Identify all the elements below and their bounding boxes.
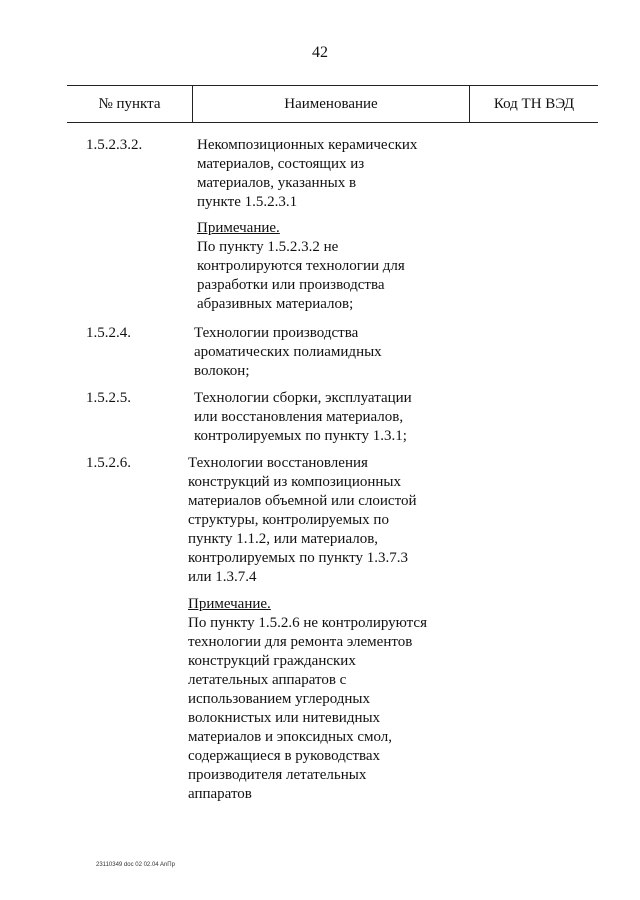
item-text-line: Технологии восстановления	[188, 455, 368, 471]
header-name: Наименование	[192, 86, 470, 122]
item-description	[194, 324, 494, 381]
note-text-line: разработки или производства	[197, 277, 385, 293]
item-text-line: Некомпозиционных керамических	[197, 137, 418, 153]
item-text-line: структуры, контролируемых по	[188, 512, 389, 528]
note-text-line: По пункту 1.5.2.6 не контролируются	[188, 615, 427, 631]
table-header	[67, 85, 598, 123]
item-text-line: Технологии сборки, эксплуатации	[194, 390, 412, 406]
document-footer-code: 23110349 doc 02 02.04 AnПр	[96, 862, 175, 868]
item-text-line: или 1.3.7.4	[188, 569, 257, 585]
note-text-line: абразивных материалов;	[197, 296, 354, 312]
item-number: 1.5.2.4.	[86, 325, 131, 341]
item-text-line: волокон;	[194, 363, 250, 379]
note-label: Примечание.	[197, 220, 280, 236]
item-text-line: контролируемых по пункту 1.3.7.3	[188, 550, 408, 566]
header-tn-ved-code: Код ТН ВЭД	[493, 95, 575, 112]
item-description	[197, 136, 497, 314]
note-text-line: технологии для ремонта элементов	[188, 634, 413, 650]
item-text-line: материалов, состоящих из	[197, 156, 365, 172]
note-block	[188, 595, 488, 804]
item-text-line: или восстановления материалов,	[194, 409, 404, 425]
note-label: Примечание.	[188, 596, 271, 612]
note-text-line: аппаратов	[188, 786, 252, 802]
item-text-line: контролируемых по пункту 1.3.1;	[194, 428, 407, 444]
header-item-number: № пункта	[98, 95, 161, 112]
item-text-line: пункте 1.5.2.3.1	[197, 194, 298, 210]
item-number: 1.5.2.6.	[86, 455, 131, 471]
item-description	[194, 389, 494, 446]
note-block	[197, 219, 497, 314]
item-number: 1.5.2.5.	[86, 390, 131, 406]
item-text-line: пункту 1.1.2, или материалов,	[188, 531, 379, 547]
note-text-line: По пункту 1.5.2.3.2 не	[197, 239, 339, 255]
item-text-line: материалов объемной или слоистой	[188, 493, 417, 509]
item-text-line: материалов, указанных в	[197, 175, 357, 191]
note-text-line: летательных аппаратов с	[188, 672, 347, 688]
note-text-line: использованием углеродных	[188, 691, 371, 707]
note-text-line: контролируются технологии для	[197, 258, 405, 274]
note-text-line: содержащиеся в руководствах	[188, 748, 381, 764]
note-text-line: конструкций гражданских	[188, 653, 356, 669]
note-text-line: материалов и эпоксидных смол,	[188, 729, 393, 745]
item-text-line: Технологии производства	[194, 325, 359, 341]
item-text-line: ароматических полиамидных	[194, 344, 382, 360]
item-description	[188, 454, 488, 804]
item-text-line: конструкций из композиционных	[188, 474, 401, 490]
note-text-line: производителя летательных	[188, 767, 367, 783]
note-text-line: волокнистых или нитевидных	[188, 710, 381, 726]
page-number: 42	[312, 44, 328, 61]
item-number: 1.5.2.3.2.	[86, 137, 143, 153]
